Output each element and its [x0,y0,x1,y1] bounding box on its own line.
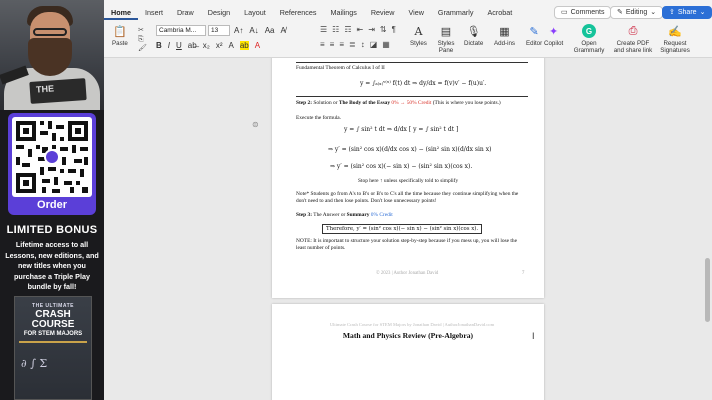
addins-button[interactable] [494,24,515,47]
editing-mode-button[interactable] [610,6,663,19]
document-page-8[interactable] [272,304,544,400]
styles-pane-button[interactable] [434,24,458,54]
clear-format-icon[interactable]: A̸ [280,26,286,35]
align-right-icon[interactable]: ≡ [339,40,345,49]
subscript-icon[interactable]: x₂ [202,41,210,50]
step2-mid: Solution or [312,100,339,106]
line-spacing-icon[interactable]: ↕ [360,40,365,49]
superscript-icon[interactable]: x² [215,41,223,50]
signature-icon: ✍ [668,25,682,38]
page-footer: © 2023 | Author Jonathan David [376,271,439,276]
tab-home[interactable]: Home [104,6,138,20]
tab-acrobat[interactable]: Acrobat [487,8,513,17]
text-cursor-icon: I [532,331,535,341]
editor-button[interactable] [526,24,542,47]
page2-title: Math and Physics Review (Pre-Algebra) [342,331,474,340]
theorem-heading: Fundamental Theorem of Calculus I of II [296,65,385,71]
align-left-icon[interactable]: ≡ [320,40,325,49]
page-rule [296,62,528,63]
vertical-scrollbar[interactable] [705,258,710,322]
execute-text: Execute the formula. [296,115,342,121]
dictate-button[interactable] [464,24,483,47]
tab-grammarly[interactable]: Grammarly [437,8,474,17]
numbering-icon[interactable]: ☷ [332,25,340,34]
step3-mid: The Answer or [312,212,347,218]
paste-label: Paste [112,40,128,47]
styles-icon: A [414,24,423,38]
book-title-line2: CRASH COURSE [31,309,75,330]
underline-icon[interactable]: U [176,41,182,50]
answer-box: Therefore, y′ = (sin² cos x)(− sin x) − (sin² sin x)(cos x). [322,224,482,234]
strikethrough-icon[interactable]: ab̶ [187,41,197,50]
promo-sidebar [0,0,104,400]
grammarly-icon: G [582,24,596,38]
step3-credit: 0% Credit [369,212,393,218]
bonus-title: LIMITED BONUS [6,224,98,236]
font-name-select[interactable]: Cambria M... [156,25,206,36]
chevron-down-icon: ⌄ [699,9,706,16]
tab-design[interactable]: Design [207,8,231,17]
book-band [19,341,87,343]
editor-icon: ✎ [529,25,539,38]
styles-button[interactable] [410,24,427,47]
microphone-icon: 🎙 [466,25,481,38]
step3-line [296,212,393,219]
text-effects-icon[interactable]: A [228,41,234,50]
equation-2: ⇒ y′ = (sin² cos x)(d/dx cos x) − (sin² sin x)(d/dx sin x) [328,146,492,153]
book-title-line3: FOR STEM MAJORS [23,331,83,337]
styles-label: Styles [410,40,427,47]
tab-view[interactable]: View [408,8,424,17]
webcam-video [0,0,104,110]
tab-layout[interactable]: Layout [244,8,266,17]
decrease-indent-icon[interactable]: ⇤ [356,25,364,34]
comment-marker-icon[interactable]: ⊜ [252,120,259,129]
step3-prefix: Step 3: [296,212,313,218]
copy-icon[interactable]: ⎘ [138,36,144,43]
editing-label: Editing [625,9,648,16]
order-label[interactable]: Order [37,199,67,211]
comments-label: Comments [570,9,605,16]
paragraph-controls-row1 [320,25,396,34]
step2-line [296,100,536,107]
step3-bold: Summary [346,212,370,218]
tab-references[interactable]: References [279,8,317,17]
pdf-icon: ⎙ [628,24,638,37]
webcam-glasses [33,28,67,36]
dictate-label: Dictate [464,40,484,47]
word-ribbon [104,0,712,58]
signatures-label: Request Signatures [660,40,690,54]
cut-icon[interactable]: ✂ [138,27,144,34]
sort-icon[interactable]: ⇅ [379,25,387,34]
bonus-text: Lifetime access to all Lessons, new editions, and new titles when you purchase a Triple Play bundle by fall! [5,240,99,291]
change-case-icon[interactable]: Aa [264,26,275,35]
book-cover [14,296,92,400]
chevron-down-icon: ⌄ [650,9,657,16]
font-color-icon[interactable]: A [254,41,261,50]
editor-label: Editor [526,40,543,47]
format-controls [156,41,260,50]
ftc-equation: y = ∫ₐ₍ₓ₎ᵛ⁽ˣ⁾ f(t) dt ⇒ dy/dx = f(v)v′ − f(u)u′. [360,80,487,87]
addins-icon: ▦ [499,25,510,38]
pencil-icon: ✎ [617,9,623,16]
clipboard-tools [138,26,147,53]
tab-draw[interactable]: Draw [176,8,194,17]
book-math-symbols-icon: ∂ ∫ Σ [21,357,48,370]
show-marks-icon[interactable]: ¶ [391,25,396,34]
step2-credit: 0% → 50% Credit [390,100,432,106]
align-center-icon[interactable]: ≡ [329,40,335,49]
open-grammarly-button[interactable] [574,24,604,54]
order-qr-card[interactable] [8,113,96,215]
copilot-label: Copilot [544,40,564,47]
bold-icon[interactable]: B [156,41,162,50]
shirt-text: THE [35,83,55,95]
share-label: Share [677,9,697,16]
share-icon: ⇪ [669,9,675,16]
borders-icon[interactable]: ▦ [382,40,390,49]
grow-font-icon[interactable]: A↑ [234,26,244,35]
request-signatures-button[interactable] [656,24,694,54]
styles-pane-icon: ▤ [440,25,452,38]
comments-button[interactable] [554,6,611,19]
stop-note: Stop here ↑ unless specifically told to simplify [358,178,459,184]
copilot-button[interactable] [544,24,563,47]
pdf-label: Create PDF and share link [613,40,653,54]
paragraph-controls-row2 [320,40,390,49]
paste-button[interactable] [112,24,128,47]
tab-review[interactable]: Review [370,8,395,17]
page-rule [296,96,528,97]
addins-label: Add-ins [494,40,515,47]
grammarly-label: Open Grammarly [573,40,605,54]
clipboard-icon: 📋 [113,25,127,38]
qr-code-icon[interactable] [12,117,92,197]
book-title-line1: THE ULTIMATE [32,303,74,309]
highlight-icon[interactable]: ab [239,41,249,50]
format-painter-icon[interactable]: 🖌 [138,45,147,52]
font-size-controls [234,26,286,35]
create-pdf-button[interactable] [612,24,654,54]
multilevel-icon[interactable]: ☶ [344,25,352,34]
step2-suffix: (This is where you lose points.) [431,100,501,106]
copilot-icon: ✦ [549,25,559,38]
page-header: Ultimate Crash Course for STEM Majors by Jonathan David | AuthorJonathanDavid.com [329,322,495,327]
ribbon-tabs [104,6,519,20]
document-page-7[interactable] [252,58,544,298]
page-number: 7 [522,271,525,276]
tab-insert[interactable]: Insert [144,8,163,17]
styles-pane-label: Styles Pane [437,40,455,54]
font-size-select[interactable]: 13 [208,25,230,36]
increase-indent-icon[interactable]: ⇥ [368,25,375,34]
note-star: Note* Students go from A's to B's or B's to C's all the time because they continue simplifying when the don't need to and then lose points. Don't lose unnecessary points! [296,191,519,204]
shading-icon[interactable]: ◪ [369,40,378,49]
final-note: NOTE: It is important to structure your solution step-by-step because if you mess up, you will lose the least number of points. [296,238,517,251]
share-button[interactable] [662,6,712,19]
italic-icon[interactable]: I [167,41,171,50]
step2-bold: The Body of the Essay [338,100,391,106]
equation-3: ⇒ y′ = (sin² cos x)(− sin x) − (sin² sin x)(cos x). [330,163,473,170]
justify-icon[interactable]: ≣ [349,40,356,49]
tab-mailings[interactable]: Mailings [330,8,357,17]
step2-prefix: Step 2: [296,100,313,106]
shrink-font-icon[interactable]: A↓ [249,26,259,35]
comment-icon: ▭ [561,9,568,16]
equation-1: y = ∫ sin² t dt ⇒ d/dx [ y = ∫ sin² t dt ] [344,126,459,133]
bullets-icon[interactable]: ☰ [320,25,328,34]
document-workspace[interactable] [104,58,712,400]
